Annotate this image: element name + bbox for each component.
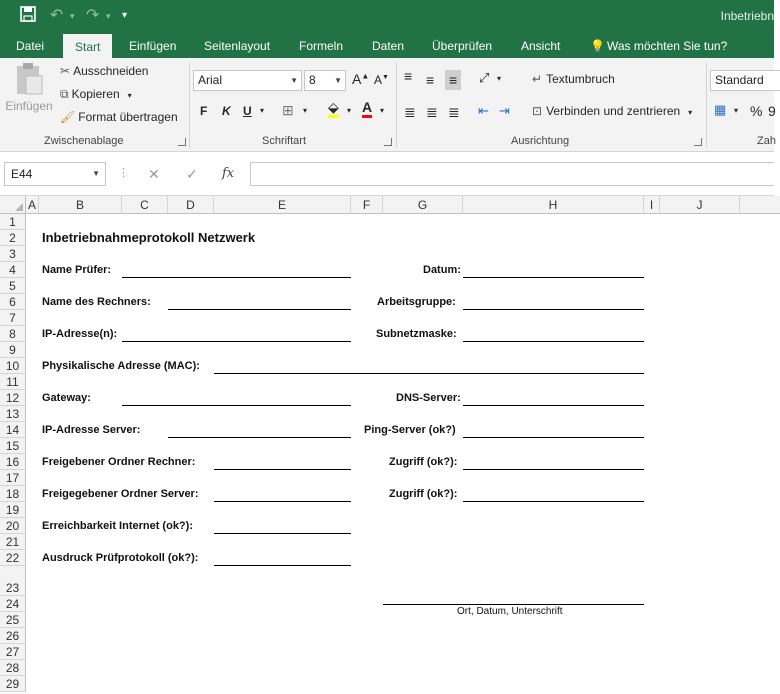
- merge-dropdown-icon[interactable]: ▾: [688, 108, 693, 117]
- increase-indent-icon[interactable]: ⇥: [499, 103, 510, 118]
- copy-dropdown-icon[interactable]: ▾: [127, 91, 132, 100]
- chevron-down-icon: ▼: [290, 76, 298, 85]
- title-bar: [0, 0, 774, 34]
- percent-icon[interactable]: %: [750, 103, 763, 119]
- row-header[interactable]: 16: [0, 454, 26, 470]
- alignment-group-label: Ausrichtung: [511, 135, 570, 147]
- label-name-pruefer: Name Prüfer:: [42, 264, 112, 276]
- font-size-value: 8: [309, 73, 316, 87]
- row-header[interactable]: 13: [0, 406, 26, 422]
- row-header[interactable]: 15: [0, 438, 26, 454]
- row-header[interactable]: 24: [0, 596, 26, 612]
- wrap-text-icon: ↵: [532, 72, 543, 86]
- bold-button[interactable]: F: [200, 104, 208, 118]
- wrap-text-button[interactable]: [532, 72, 615, 86]
- column-header-f[interactable]: F: [351, 196, 383, 214]
- name-box[interactable]: [4, 162, 106, 186]
- column-header-i[interactable]: I: [644, 196, 660, 214]
- column-header-j[interactable]: J: [660, 196, 740, 214]
- column-header-a[interactable]: A: [26, 196, 39, 214]
- label-ping: Ping-Server (ok?): [364, 424, 456, 436]
- row-header[interactable]: 29: [0, 676, 26, 692]
- label-ip-adresse: IP-Adresse(n):: [42, 328, 118, 340]
- more-options-icon: ⋮: [118, 167, 129, 179]
- divider: [706, 62, 707, 148]
- shrink-font-icon[interactable]: A▼: [374, 73, 389, 87]
- input-line-ip-adresse[interactable]: [122, 341, 351, 342]
- number-group-label: Zah: [757, 135, 776, 147]
- divider: [396, 62, 397, 148]
- input-line-mac[interactable]: [214, 373, 644, 374]
- chevron-down-icon: ▼: [92, 169, 100, 178]
- row-header[interactable]: 6: [0, 294, 26, 310]
- paste-button[interactable]: [4, 62, 54, 128]
- row-header[interactable]: 28: [0, 660, 26, 676]
- column-header-k[interactable]: [740, 196, 780, 214]
- underline-button[interactable]: U: [243, 104, 252, 118]
- alignment-launcher-icon[interactable]: [694, 138, 702, 146]
- tab-start[interactable]: Start: [63, 34, 112, 58]
- row-header[interactable]: 8: [0, 326, 26, 342]
- row-header[interactable]: 26: [0, 628, 26, 644]
- row-header[interactable]: 11: [0, 374, 26, 390]
- underline-dropdown-icon[interactable]: ▾: [260, 106, 265, 115]
- column-header-c[interactable]: C: [122, 196, 168, 214]
- chevron-down-icon: ▼: [334, 76, 342, 85]
- cut-label: Ausschneiden: [73, 64, 149, 78]
- align-middle-icon[interactable]: ≡: [426, 72, 435, 88]
- input-line-datum[interactable]: [463, 277, 644, 278]
- input-line-name-rechner[interactable]: [168, 309, 351, 310]
- select-all-button[interactable]: [0, 196, 26, 214]
- scissors-icon: ✂: [60, 64, 71, 78]
- label-name-rechner: Name des Rechners:: [42, 296, 151, 308]
- label-ausdruck: Ausdruck Prüfprotokoll (ok?):: [42, 552, 199, 564]
- align-center-icon[interactable]: ≣: [426, 104, 438, 120]
- label-dns: DNS-Server:: [396, 392, 461, 404]
- input-line-ordner-server[interactable]: [214, 501, 351, 502]
- row-header[interactable]: 22: [0, 550, 26, 566]
- paste-label: Einfügen: [5, 99, 53, 113]
- enter-icon[interactable]: ✓: [186, 166, 198, 182]
- border-dropdown-icon[interactable]: ▾: [303, 106, 308, 115]
- cancel-icon[interactable]: ✕: [148, 166, 160, 182]
- row-header[interactable]: 19: [0, 502, 26, 518]
- row-header[interactable]: 27: [0, 644, 26, 660]
- font-group-label: Schriftart: [262, 135, 307, 147]
- lightbulb-icon: 💡: [590, 39, 605, 53]
- copy-button[interactable]: [60, 87, 132, 102]
- tab-daten[interactable]: Daten: [372, 39, 405, 53]
- column-header-g[interactable]: G: [383, 196, 463, 214]
- font-family-value: Arial: [198, 73, 223, 87]
- input-line-arbeitsgruppe[interactable]: [463, 309, 644, 310]
- clipboard-group-label: Zwischenablage: [44, 135, 124, 147]
- wrap-text-label: Textumbruch: [546, 72, 615, 86]
- row-header[interactable]: 10: [0, 358, 26, 374]
- align-bottom-icon[interactable]: ≡: [445, 70, 461, 90]
- accounting-format-icon[interactable]: ▦: [714, 102, 727, 117]
- accounting-dropdown-icon[interactable]: ▾: [734, 106, 739, 115]
- input-line-name-pruefer[interactable]: [122, 277, 351, 278]
- fill-color-icon[interactable]: ⬙: [328, 100, 339, 118]
- label-arbeitsgruppe: Arbeitsgruppe:: [377, 296, 456, 308]
- input-line-zugriff-1[interactable]: [463, 469, 644, 470]
- save-icon[interactable]: [20, 6, 36, 28]
- row-header[interactable]: 9: [0, 342, 26, 358]
- font-color-icon[interactable]: A: [362, 100, 372, 118]
- font-family-select[interactable]: [193, 70, 302, 91]
- border-icon[interactable]: ⊞: [282, 102, 294, 118]
- cut-button[interactable]: [60, 64, 148, 78]
- redo-dropdown-icon[interactable]: ▾: [106, 11, 111, 21]
- input-line-ordner-rechner[interactable]: [214, 469, 351, 470]
- label-ordner-rechner: Freigebener Ordner Rechner:: [42, 456, 196, 468]
- row-header[interactable]: 1: [0, 214, 26, 230]
- clipboard-icon: [14, 62, 44, 96]
- fill-dropdown-icon[interactable]: ▾: [347, 106, 352, 115]
- row-header[interactable]: 4: [0, 262, 26, 278]
- input-line-ausdruck[interactable]: [214, 565, 351, 566]
- name-box-value: E44: [11, 167, 33, 181]
- label-zugriff-2: Zugriff (ok?):: [389, 488, 458, 500]
- label-subnetzmaske: Subnetzmaske:: [376, 328, 457, 340]
- font-launcher-icon[interactable]: [384, 138, 392, 146]
- number-format-value: Standard: [715, 73, 764, 87]
- merge-center-button[interactable]: [532, 104, 692, 118]
- label-gateway: Gateway:: [42, 392, 91, 404]
- row-header[interactable]: 14: [0, 422, 26, 438]
- ribbon: [0, 58, 774, 152]
- formula-input[interactable]: [250, 162, 774, 186]
- tab-einfuegen[interactable]: Einfügen: [129, 39, 177, 53]
- row-header[interactable]: 21: [0, 534, 26, 550]
- tab-seitenlayout[interactable]: Seitenlayout: [204, 39, 271, 53]
- input-line-internet[interactable]: [214, 533, 351, 534]
- merge-icon: ⊡: [532, 104, 543, 118]
- formula-bar: [0, 152, 774, 196]
- row-header[interactable]: 12: [0, 390, 26, 406]
- spreadsheet-grid: [0, 196, 774, 694]
- decrease-indent-icon[interactable]: ⇤: [478, 103, 489, 118]
- sheet-title: Inbetriebnahmeprotokoll Netzwerk: [42, 230, 256, 245]
- text-orientation-icon[interactable]: ⤢: [479, 70, 490, 85]
- input-line-ip-server[interactable]: [168, 437, 351, 438]
- format-painter-button[interactable]: [60, 110, 178, 124]
- font-size-select[interactable]: [304, 70, 346, 91]
- column-header-b[interactable]: B: [39, 196, 122, 214]
- row-header[interactable]: 18: [0, 486, 26, 502]
- align-right-icon[interactable]: ≣: [448, 104, 460, 120]
- copy-icon: ⧉: [60, 87, 69, 101]
- comma-style-icon[interactable]: 9: [768, 103, 776, 119]
- tell-me-search[interactable]: Was möchten Sie tun?: [607, 39, 728, 53]
- redo-icon[interactable]: ↷: [86, 7, 100, 24]
- label-mac: Physikalische Adresse (MAC):: [42, 360, 200, 372]
- insert-function-button[interactable]: fx: [222, 166, 235, 181]
- row-header[interactable]: 25: [0, 612, 26, 628]
- undo-icon[interactable]: ↶: [50, 7, 64, 24]
- label-ip-server: IP-Adresse Server:: [42, 424, 141, 436]
- tab-ansicht[interactable]: Ansicht: [521, 39, 561, 53]
- italic-button[interactable]: K: [222, 104, 231, 118]
- tab-ueberpruefen[interactable]: Überprüfen: [432, 39, 493, 53]
- column-header-d[interactable]: D: [168, 196, 214, 214]
- ribbon-tabs: [0, 34, 774, 58]
- label-internet: Erreichbarkeit Internet (ok?):: [42, 520, 193, 532]
- undo-dropdown-icon[interactable]: ▾: [70, 11, 75, 21]
- label-ordner-server: Freigegebener Ordner Server:: [42, 488, 199, 500]
- row-header[interactable]: 3: [0, 246, 26, 262]
- number-format-select[interactable]: [710, 70, 780, 91]
- align-top-icon[interactable]: ≡: [404, 68, 413, 84]
- row-header[interactable]: 23: [0, 566, 26, 596]
- row-header[interactable]: 7: [0, 310, 26, 326]
- label-datum: Datum:: [423, 264, 461, 276]
- input-line-gateway[interactable]: [122, 405, 351, 406]
- grow-font-icon[interactable]: A▲: [352, 71, 370, 87]
- customize-toolbar-icon[interactable]: ▾: [122, 10, 128, 21]
- tab-formeln[interactable]: Formeln: [299, 39, 344, 53]
- signature-line[interactable]: [383, 604, 644, 605]
- merge-center-label: Verbinden und zentrieren: [546, 104, 681, 118]
- format-painter-label: Format übertragen: [78, 110, 178, 124]
- row-header[interactable]: 5: [0, 278, 26, 294]
- align-left-icon[interactable]: ≣: [404, 104, 416, 120]
- row-header[interactable]: 20: [0, 518, 26, 534]
- row-header[interactable]: 2: [0, 230, 26, 246]
- paintbrush-icon: 🖌: [60, 110, 76, 124]
- tab-datei[interactable]: Datei: [16, 39, 45, 53]
- input-line-subnetzmaske[interactable]: [463, 341, 644, 342]
- font-color-dropdown-icon[interactable]: ▾: [380, 106, 385, 115]
- clipboard-launcher-icon[interactable]: [178, 138, 186, 146]
- column-header-e[interactable]: E: [214, 196, 351, 214]
- row-header[interactable]: 17: [0, 470, 26, 486]
- window-title: Inbetriebn: [720, 9, 774, 23]
- orientation-dropdown-icon[interactable]: ▾: [497, 74, 502, 83]
- input-line-ping[interactable]: [463, 437, 644, 438]
- input-line-dns[interactable]: [463, 405, 644, 406]
- signature-caption: Ort, Datum, Unterschrift: [457, 606, 563, 617]
- copy-label: Kopieren: [71, 87, 120, 101]
- column-header-h[interactable]: H: [463, 196, 644, 214]
- input-line-zugriff-2[interactable]: [463, 501, 644, 502]
- divider: [189, 62, 190, 148]
- label-zugriff-1: Zugriff (ok?):: [389, 456, 458, 468]
